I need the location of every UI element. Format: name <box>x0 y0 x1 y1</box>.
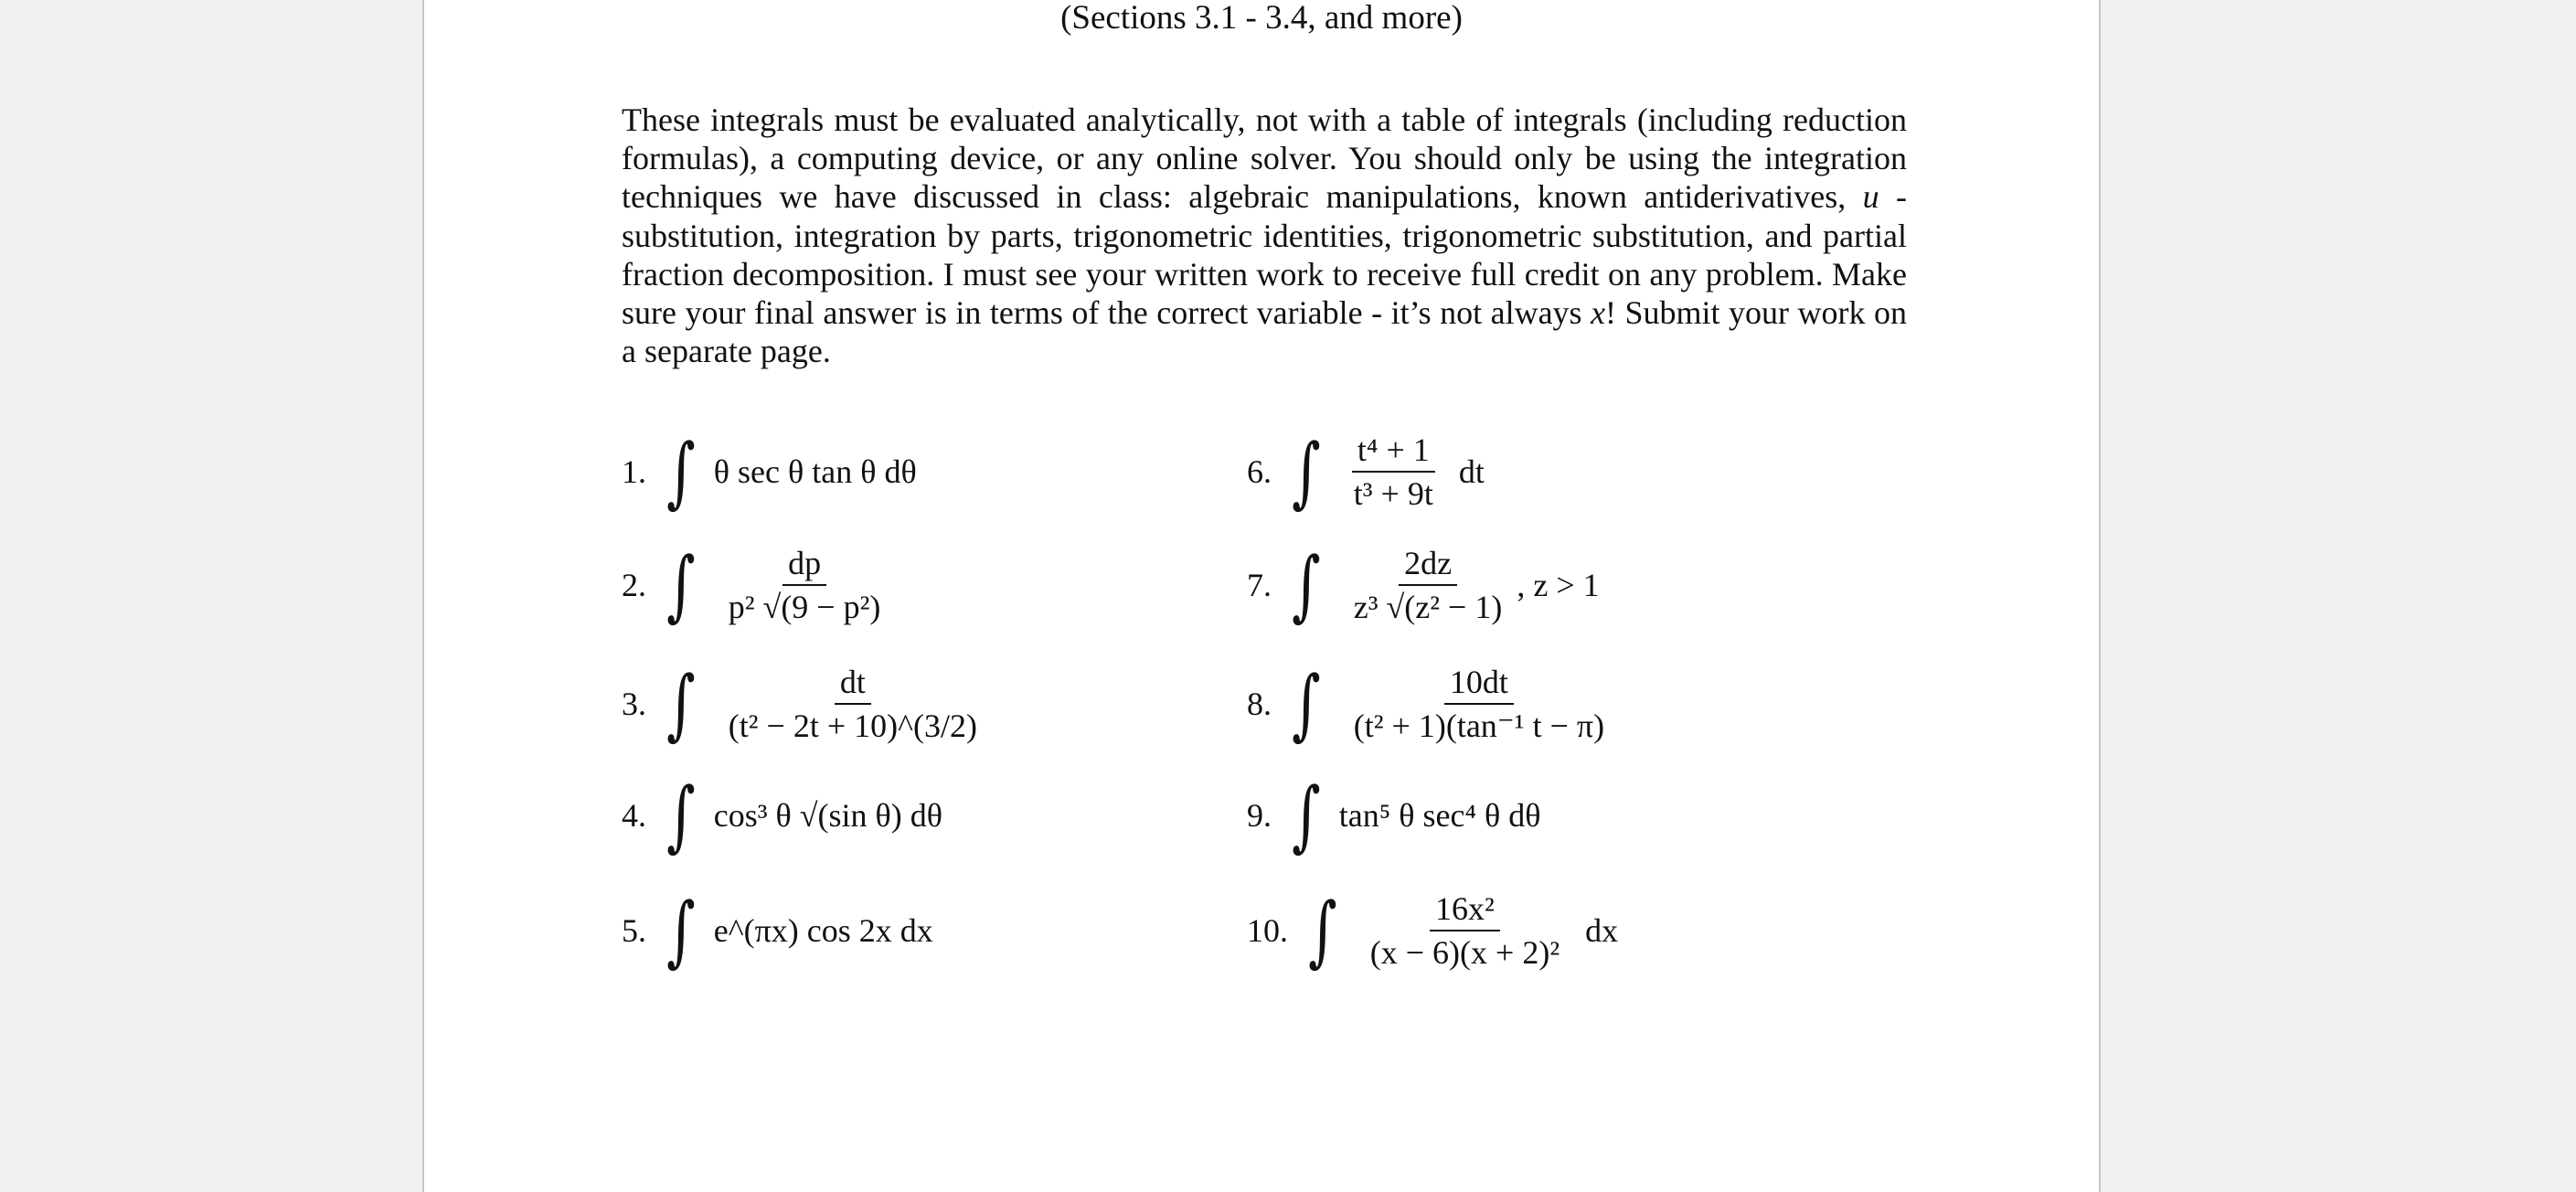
integral-sign-icon: ∫ <box>666 659 696 749</box>
integral-sign-icon: ∫ <box>1308 886 1337 975</box>
integral-sign-icon: ∫ <box>1292 771 1321 860</box>
instructions-paragraph <box>622 101 1907 370</box>
integrand: e^(πx) cos 2x dx <box>713 912 933 949</box>
fraction <box>1348 545 1508 625</box>
numerator: 2dz <box>1399 545 1457 586</box>
denominator: (x − 6)(x + 2)² <box>1369 934 1560 971</box>
problem-number: 10. <box>1247 912 1288 949</box>
differential: dt <box>1458 453 1485 490</box>
integral-sign-icon: ∫ <box>666 886 696 975</box>
numerator: 10dt <box>1444 664 1514 705</box>
condition: , z > 1 <box>1517 567 1600 603</box>
fraction <box>723 664 983 744</box>
section-subtitle: (Sections 3.1 - 3.4, and more) <box>1060 0 1463 37</box>
problem-number: 4. <box>622 797 646 834</box>
integral-sign-icon: ∫ <box>666 540 696 630</box>
problem-number: 8. <box>1247 686 1272 722</box>
denominator: (t² − 2t + 10)^(3/2) <box>728 708 978 744</box>
problem-4 <box>622 761 942 870</box>
problem-5 <box>622 876 933 985</box>
fraction <box>723 545 887 625</box>
problem-7 <box>1247 530 1600 640</box>
problem-number: 5. <box>622 912 646 949</box>
fraction <box>1348 431 1439 512</box>
numerator: dt <box>835 664 871 705</box>
integral-sign-icon: ∫ <box>1292 659 1321 749</box>
problem-8 <box>1247 649 1619 759</box>
integral-sign-icon: ∫ <box>666 771 696 860</box>
problem-3 <box>622 649 992 759</box>
fraction <box>1365 890 1565 971</box>
problem-2 <box>622 530 895 640</box>
denominator: z³ √(z² − 1) <box>1353 589 1503 625</box>
integral-sign-icon: ∫ <box>1292 540 1321 630</box>
denominator: t³ + 9t <box>1353 475 1433 512</box>
integral-sign-icon: ∫ <box>1292 427 1321 516</box>
problem-6 <box>1247 417 1485 527</box>
problem-number: 2. <box>622 567 646 603</box>
problem-10 <box>1247 876 1618 985</box>
denominator: (t² + 1)(tan⁻¹ t − π) <box>1353 708 1605 744</box>
variable-u: u <box>1862 178 1879 216</box>
integral-sign-icon: ∫ <box>666 427 696 516</box>
problem-9 <box>1247 761 1541 870</box>
instructions-text-1: These integrals must be evaluated analytically, not with a table of integrals (including reduction formulas), a computing device, or any online solver. You should only be using the integration techniques we have discussed in class: algebraic manipulations, known antiderivatives, <box>622 101 1907 216</box>
numerator: 16x² <box>1430 890 1500 931</box>
integrand: θ sec θ tan θ dθ <box>713 453 917 490</box>
problem-number: 9. <box>1247 797 1272 834</box>
differential: dx <box>1585 912 1619 949</box>
variable-x: x <box>1591 294 1606 332</box>
denominator: p² √(9 − p²) <box>728 589 881 625</box>
integrand: tan⁵ θ sec⁴ θ dθ <box>1338 797 1541 834</box>
integrand: cos³ θ √(sin θ) dθ <box>713 797 943 834</box>
fraction <box>1348 664 1610 744</box>
problem-number: 1. <box>622 453 646 490</box>
problem-number: 7. <box>1247 567 1272 603</box>
instructions-text-3: ! Submit your work on a separate page. <box>622 294 1908 370</box>
numerator: t⁴ + 1 <box>1352 431 1435 473</box>
numerator: dp <box>782 545 826 586</box>
problem-number: 6. <box>1247 453 1272 490</box>
problem-1 <box>622 417 917 527</box>
problem-number: 3. <box>622 686 646 722</box>
document-page <box>422 0 2101 1192</box>
instructions-text-2: - substitution, integration by parts, trigonometric identities, trigonometric substitution, and partial fraction decomposition. I must see your written work to receive full credit on any problem. Make sure your final answer is in terms of the correct variable - it’s not always <box>622 178 1908 332</box>
